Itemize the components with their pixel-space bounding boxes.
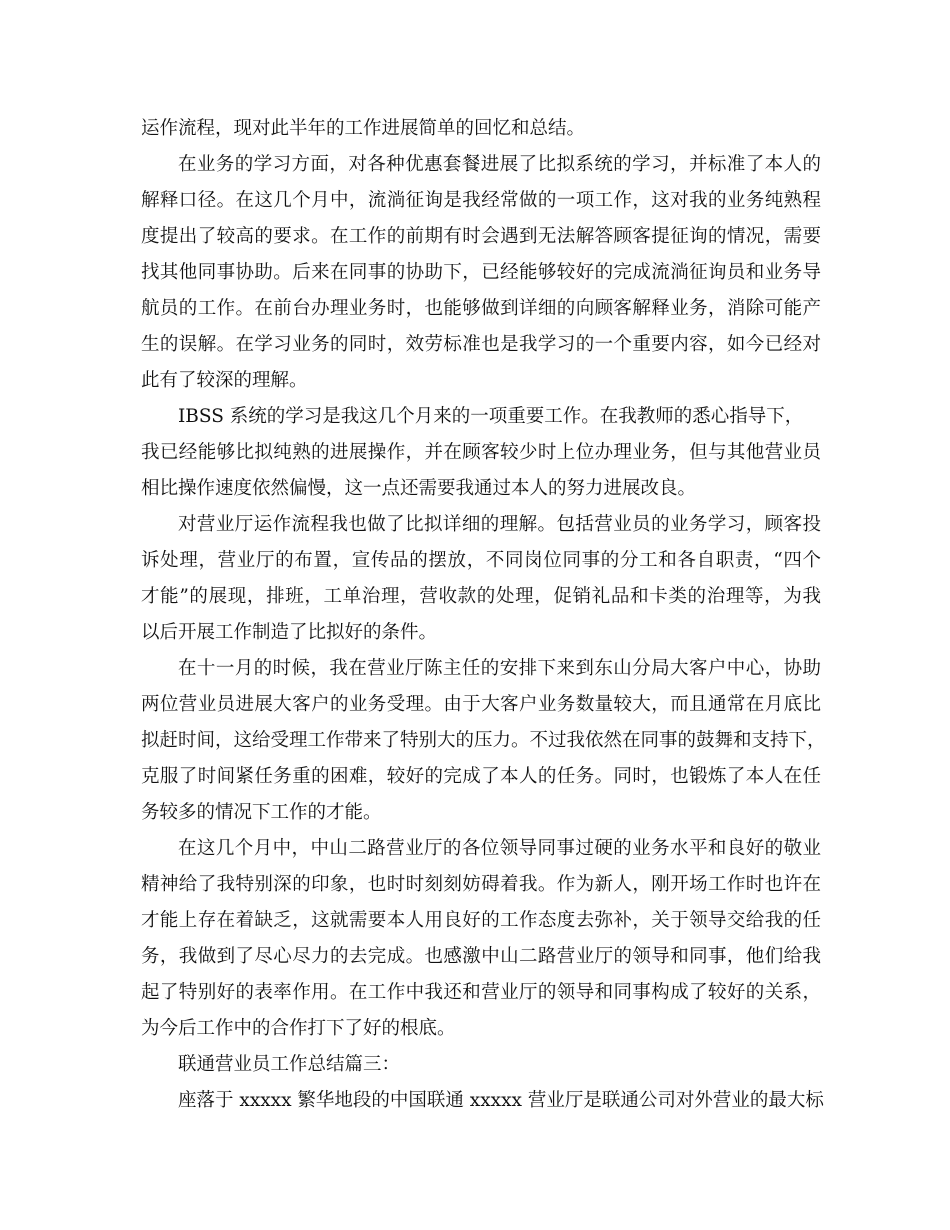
paragraph-last-line: 为今后工作中的合作打下了好的根底。 bbox=[141, 1018, 456, 1039]
paragraph-last-line: 务较多的情况下工作的才能。 bbox=[141, 802, 382, 823]
section-heading: 联通营业员工作总结篇三： bbox=[178, 1054, 401, 1075]
text-line: 生的误解。在学习业务的同时，效劳标准也是我学习的一个重要内容，如今已经对 bbox=[141, 334, 821, 355]
text-line: 拟赶时间，这给受理工作带来了特别大的压力。不过我依然在同事的鼓舞和支持下， bbox=[141, 730, 826, 751]
paragraph-first-line: IBSS 系统的学习是我这几个月来的一项重要工作。在我教师的悉心指导下， bbox=[178, 406, 804, 427]
text-line: 才能”的展现，排班，工单治理，营收款的处理，促销礼品和卡类的治理等，为我 bbox=[141, 586, 821, 607]
text-line: 克服了时间紧任务重的困难，较好的完成了本人的任务。同时，也锻炼了本人在任 bbox=[141, 766, 821, 787]
paragraph-first-line: 在业务的学习方面，对各种优惠套餐进展了比拟系统的学习，并标准了本人的 bbox=[178, 154, 821, 175]
paragraph-first-line: 对营业厅运作流程我也做了比拟详细的理解。包括营业员的业务学习，顾客投 bbox=[178, 514, 821, 535]
text-line: 度提出了较高的要求。在工作的前期有时会遇到无法解答顾客提征询的情况，需要 bbox=[141, 226, 821, 247]
paragraph-first-line: 在这几个月中，中山二路营业厅的各位领导同事过硬的业务水平和良好的敬业 bbox=[178, 838, 821, 859]
text-line: 两位营业员进展大客户的业务受理。由于大客户业务数量较大，而且通常在月底比 bbox=[141, 694, 821, 715]
text-line: 航员的工作。在前台办理业务时，也能够做到详细的向顾客解释业务，消除可能产 bbox=[141, 298, 821, 319]
text-line: 找其他同事协助。后来在同事的协助下，已经能够较好的完成流淌征询员和业务导 bbox=[141, 262, 821, 283]
text-line: 才能上存在着缺乏，这就需要本人用良好的工作态度去弥补，关于领导交给我的任 bbox=[141, 910, 821, 931]
paragraph-last-line: 以后开展工作制造了比拟好的条件。 bbox=[141, 622, 438, 643]
text-line: 务，我做到了尽心尽力的去完成。也感激中山二路营业厅的领导和同事，他们给我 bbox=[141, 946, 821, 967]
text-line: 运作流程，现对此半年的工作进展简单的回忆和总结。 bbox=[141, 118, 586, 139]
paragraph-last-line: 此有了较深的理解。 bbox=[141, 370, 308, 391]
text-line: 精神给了我特别深的印象，也时时刻刻妨碍着我。作为新人，刚开场工作时也许在 bbox=[141, 874, 821, 895]
paragraph-first-line: 在十一月的时候，我在营业厅陈主任的安排下来到东山分局大客户中心，协助 bbox=[178, 658, 821, 679]
text-line: 起了特别好的表率作用。在工作中我还和营业厅的领导和同事构成了较好的关系， bbox=[141, 982, 821, 1003]
text-line: 解释口径。在这几个月中，流淌征询是我经常做的一项工作，这对我的业务纯熟程 bbox=[141, 190, 821, 211]
paragraph-first-line: 座落于 xxxxx 繁华地段的中国联通 xxxxx 营业厅是联通公司对外营业的最大标 bbox=[178, 1090, 824, 1111]
paragraph-last-line: 相比操作速度依然偏慢，这一点还需要我通过本人的努力进展改良。 bbox=[141, 478, 697, 499]
text-line: 我已经能够比拟纯熟的进展操作，并在顾客较少时上位办理业务，但与其他营业员 bbox=[141, 442, 821, 463]
text-line: 诉处理，营业厅的布置，宣传品的摆放，不同岗位同事的分工和各自职责，“四个 bbox=[141, 550, 821, 571]
